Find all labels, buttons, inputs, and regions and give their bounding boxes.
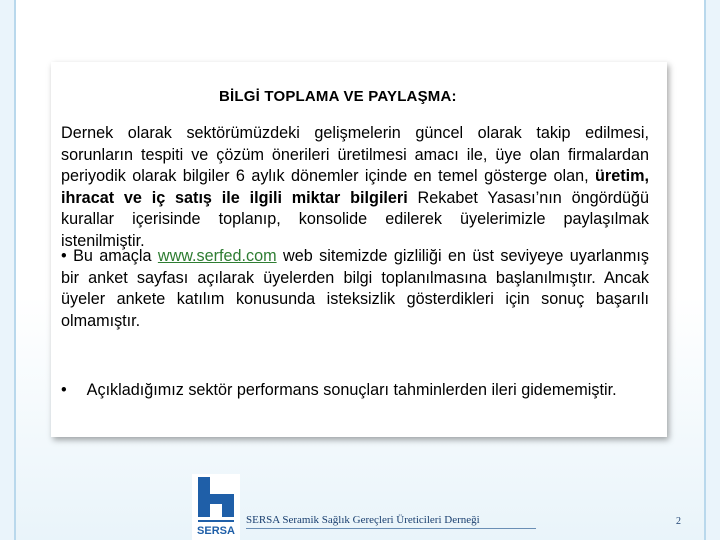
sersa-logo-icon [192,474,240,540]
logo-bar-right [222,504,234,517]
logo-bar-left [198,477,210,517]
page-number: 2 [676,516,681,527]
paragraph-1 [61,123,649,252]
paragraph-2 [61,246,649,332]
logo-bar-middle [210,494,234,504]
paragraph-1-text-b: Rekabet Yasası’nın öngördüğü kurallar içerisinde toplanıp, konsolide edilerek üyelerimizle paylaşılmak istenilmiştir. [61,188,649,250]
bullet-icon: • [61,381,67,399]
paragraph-3-text: Açıkladığımız sektör performans sonuçları tahminlerden ileri gidememiştir. [86,381,617,399]
slide-title: BİLGİ TOPLAMA VE PAYLAŞMA: [219,88,457,105]
website-link[interactable]: www.serfed.com [157,247,277,265]
paragraph-2-text-a: • Bu amaçla [61,247,158,265]
paragraph-1-text-a: Dernek olarak sektörümüzdeki gelişmelerin güncel olarak takip edilmesi, sorunların tespiti ve çözüm önerileri üretilmesi amacı ile, üye olan firmalardan periyodik olarak bilgiler 6 aylık dönemler içinde en temel gösterge olan, [61,124,649,185]
paragraph-2-text-b: web sitemizde gizliliği en üst seviyeye uyarlanmış bir anket sayfası açılarak üyelerden bilgi toplanılmasına başlanılmıştır. Ancak üyeler ankete katılım konusunda isteksizlik gösterdikleri için sonuç başarılı olmamıştır. [61,247,649,330]
footer-org-name: SERSA Seramik Sağlık Gereçleri Üreticileri Derneği [246,514,480,526]
content-panel [51,62,667,437]
paragraph-1-bold-text: üretim, ihracat ve iç satış ile ilgili miktar bilgileri [61,167,649,207]
logo-text: SERSA [197,525,235,537]
footer-divider [246,528,536,529]
paragraph-3 [61,380,649,402]
